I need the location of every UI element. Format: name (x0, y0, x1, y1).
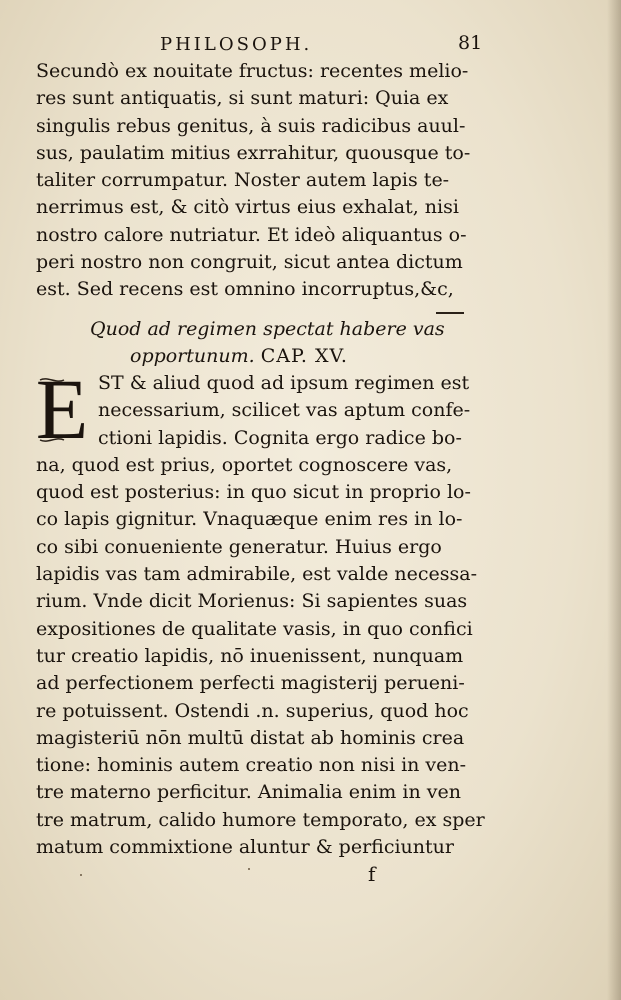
text-line: nostro calore nutriatur. Et ideò aliquantus o- (36, 223, 467, 246)
text-line: peri nostro non congruit, sicut antea dictum (36, 251, 463, 274)
chapter-heading-line-2 (90, 343, 450, 370)
text-line: magisteriū nōn multū distat ab hominis crea (36, 726, 465, 749)
text-line: sus, paulatim mitius exrrahitur, quousque to- (36, 141, 471, 164)
text-line: na, quod est prius, oportet cognoscere vas, (36, 453, 453, 476)
text-line: tur creatio lapidis, nō inuenissent, nunquam (36, 644, 464, 667)
text-line: necessarium, scilicet vas aptum confe- (98, 399, 471, 422)
text-line: quod est posterius: in quo sicut in proprio lo- (36, 481, 471, 504)
page-edge-shadow (607, 0, 621, 1000)
text-line: res sunt antiquatis, si sunt maturi: Quia ex (36, 87, 449, 110)
text-line: matum commixtione aluntur & perficiuntur (36, 836, 454, 859)
text-line: ctioni lapidis. Cognita ergo radice bo- (98, 426, 462, 449)
chapter-heading (90, 316, 450, 370)
paragraph-2 (36, 370, 485, 861)
text-line: taliter corrumpatur. Noster autem lapis te- (36, 169, 450, 192)
text-line: tione: hominis autem creatio non nisi in ven- (36, 754, 467, 777)
text-line: nerrimus est, & citò virtus eius exhalat, nisi (36, 196, 459, 219)
text-line: expositiones de qualitate vasis, in quo confici (36, 617, 473, 640)
text-line: co sibi conueniente generatur. Huius ergo (36, 535, 442, 558)
text-line: ST & aliud quod ad ipsum regimen est (98, 372, 470, 394)
chapter-number: CAP. XV. (260, 345, 348, 367)
signature-mark: f (368, 862, 376, 886)
paragraph-1 (36, 58, 476, 304)
text-line: tre materno perficitur. Animalia enim in ven (36, 781, 461, 804)
text-line: re potuissent. Ostendi .n. superius, quod hoc (36, 699, 469, 722)
text-line: est. Sed recens est omnino incorruptus,&c, (36, 278, 454, 301)
paper-speck (80, 874, 82, 876)
ornamental-rule (436, 312, 464, 314)
text-line: ad perfectionem perfecti magisterij perueni- (36, 672, 465, 695)
text-line: singulis rebus genitus, à suis radicibus auul- (36, 114, 466, 137)
text-line: tre matrum, calido humore temporato, ex sper (36, 808, 485, 831)
text-line: co lapis gignitur. Vnaquæque enim res in lo- (36, 508, 463, 531)
text-line: rium. Vnde dicit Morienus: Si sapientes suas (36, 590, 468, 613)
text-line: lapidis vas tam admirabile, est valde necessa- (36, 563, 478, 586)
chapter-heading-italic: opportunum. (130, 345, 255, 367)
running-head: PHILOSOPH. (160, 34, 313, 55)
drop-cap: E (35, 361, 89, 457)
text-line: Secundò ex nouitate fructus: recentes melio- (36, 60, 469, 82)
page-number: 81 (458, 32, 483, 54)
chapter-heading-line-1: Quod ad regimen spectat habere vas (90, 318, 445, 340)
paper-speck (248, 868, 250, 870)
